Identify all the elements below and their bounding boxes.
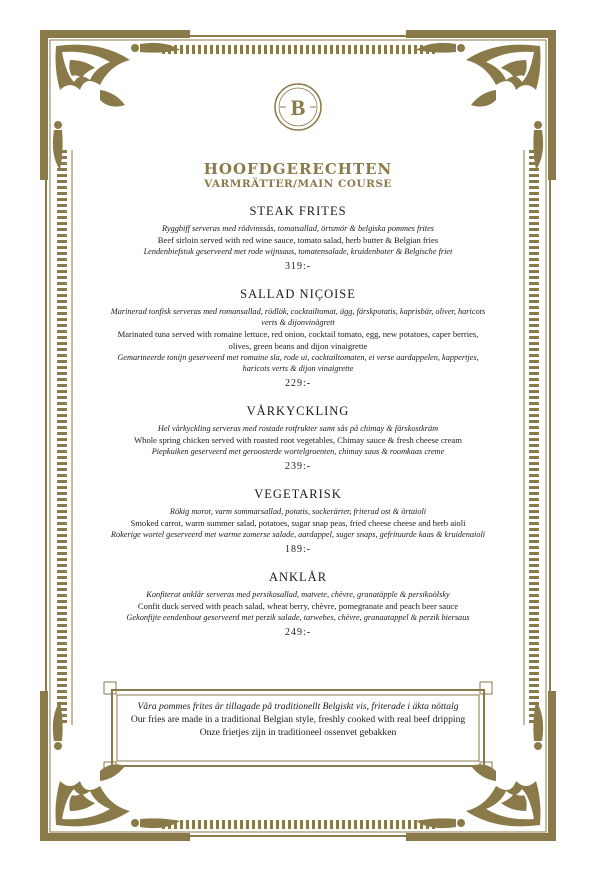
dish-description: Confit duck served with peach salad, wheat berry, chèvre, pomegranate and peach beer sauce <box>137 601 459 611</box>
dish-description: Konfiterat anklår serveras med persikosallad, matvete, chèvre, granatäpple & persikoölsky <box>146 590 450 599</box>
dish-description: Whole spring chicken served with roasted root vegetables, Chimay sauce & fresh cheese cream <box>134 435 462 445</box>
dish-list <box>110 204 486 639</box>
dish-item <box>110 487 486 556</box>
dish-price: 249:- <box>284 627 312 638</box>
dish-description: Marinerad tonfisk serveras med romansallad, rödlök, cocktailtomat, ägg, färskpotatis, kaprisbär, oliver, haricots verts & dijonvinägrett <box>110 307 486 327</box>
dish-description: Lendenbiefstuk geserveerd met rode wijnsaus, tomatensalade, kruidenboter & Belgische friet <box>143 247 453 256</box>
dish-description: Piepkuiken geserveerd met geroosterde wortelgroenten, chimay saus & roomkaas creme <box>151 447 445 456</box>
dish-item <box>110 287 486 390</box>
dish-item <box>110 204 486 273</box>
dish-description: Marinated tuna served with romaine lettuce, red onion, cocktail tomato, egg, new potatoes, caper berries, olives, green beans and dijon vinaigrette <box>117 329 479 351</box>
fries-note-sv: Våra pommes frites är tillagade på traditionellt Belgiskt vis, friterade i äkta nöttalg <box>137 701 459 712</box>
dish-name: ANKLÅR <box>268 570 328 584</box>
dish-name: VEGETARISK <box>254 487 342 501</box>
logo-letter: B <box>290 95 306 120</box>
fries-note-en: Our fries are made in a traditional Belgian style, freshly cooked with real beef dripping <box>130 714 466 725</box>
dish-name: VÅRKYCKLING <box>246 404 350 418</box>
page-subtitle: VARMRÄTTER/MAIN COURSE <box>204 178 392 190</box>
fries-note-nl: Onze frietjes zijn in traditioneel ossenvet gebakken <box>199 727 397 738</box>
dish-name: SALLAD NIÇOISE <box>240 287 356 301</box>
dish-description: Beef sirloin served with red wine sauce, tomato salad, herb butter & Belgian fries <box>157 235 439 245</box>
dish-price: 189:- <box>284 544 312 555</box>
dish-description: Rokerige wortel geserveerd met warme zomerse salade, aardappel, suger snaps, gefrituurde kaas & kruidenaioli <box>110 530 486 539</box>
logo-emblem <box>275 84 321 130</box>
page-title: HOOFDGERECHTEN <box>203 160 393 178</box>
dish-item <box>110 404 486 473</box>
dish-description: Gekonfijte eendenbout geserveerd met perzik salade, tarwebes, chèvre, granaatappel & perzik biersaus <box>126 613 470 622</box>
fries-note <box>120 700 476 739</box>
dish-name: STEAK FRITES <box>249 204 347 218</box>
dish-description: Ryggbiff serveras med rödvinssås, tomatsallad, örtsmör & belgiska pommes frites <box>161 224 435 233</box>
dish-price: 239:- <box>284 461 312 472</box>
dish-description: Rökig morot, varm sommarsallad, potatis, sockerärter, friterad ost & örtaioli <box>169 507 427 516</box>
dish-description: Hel vårkyckling serveras med rostade rotfrukter samt sås på chimay & färskostkräm <box>157 424 439 433</box>
dish-description: Smoked carrot, warm summer salad, potatoes, sugar snap peas, fried cheese cheese and herb aioli <box>130 518 466 528</box>
dish-price: 319:- <box>284 261 312 272</box>
menu-content <box>110 160 486 653</box>
dish-description: Gemarineerde tonijn geserveerd met romaine sla, rode ui, cocktailtomaten, ei verse aardappelen, kappertjes, haricots verts & dijon vinaigrette <box>117 353 479 373</box>
dish-item <box>110 570 486 639</box>
dish-price: 229:- <box>284 378 312 389</box>
